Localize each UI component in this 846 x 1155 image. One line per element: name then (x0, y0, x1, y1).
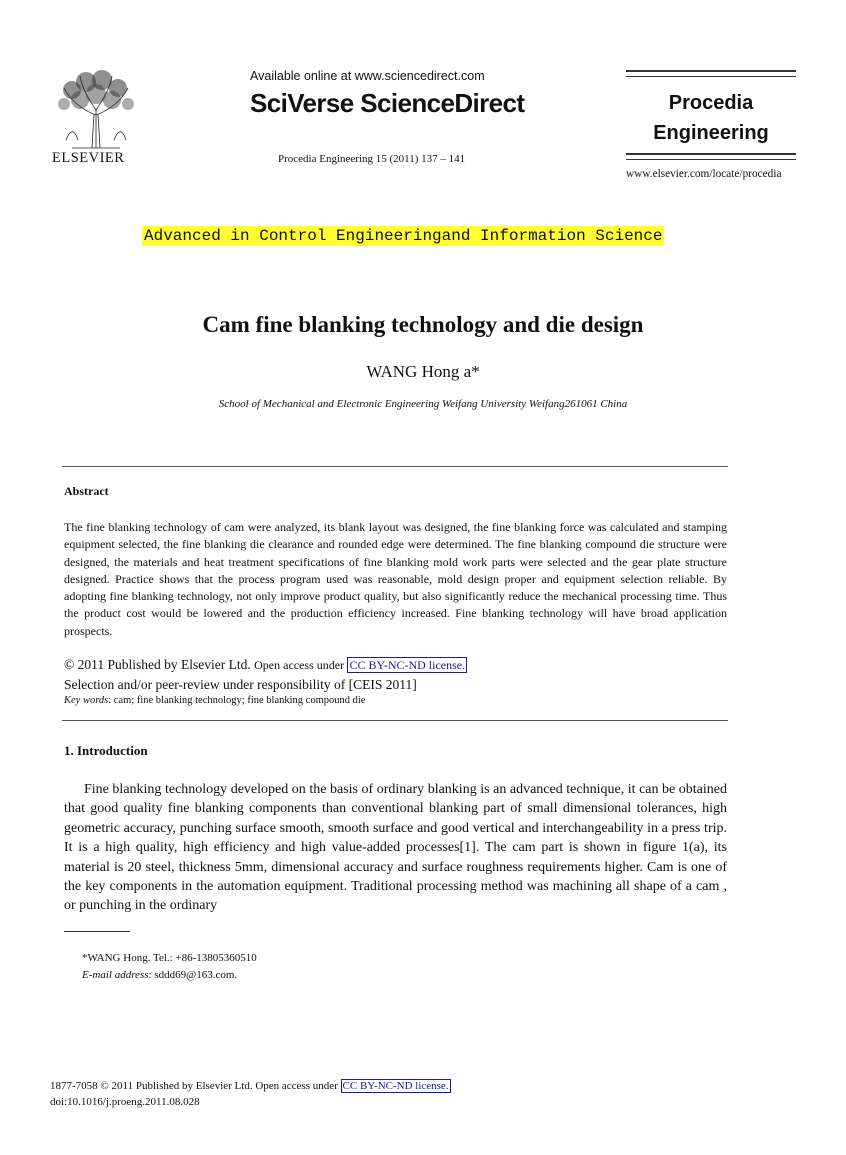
journal-box-rule-top (626, 70, 796, 72)
open-access-text: Open access under (254, 658, 345, 672)
journal-box-rule-bottom (626, 153, 796, 155)
publisher-name: ELSEVIER (52, 150, 125, 166)
section-heading-introduction: 1. Introduction (64, 743, 148, 758)
available-online-text: Available online at www.sciencedirect.com (250, 69, 485, 83)
license-link[interactable]: CC BY-NC-ND license. (349, 658, 466, 672)
journal-box-rule-top-thin (626, 76, 796, 77)
platform-logo-text: SciVerse ScienceDirect (250, 88, 525, 118)
journal-reference: Procedia Engineering 15 (2011) 137 – 141 (278, 153, 466, 165)
abstract-rule-top (62, 466, 728, 467)
journal-box-rule-bottom-thin (626, 159, 796, 160)
elsevier-tree-logo (52, 70, 140, 150)
footnote-email-label: E-mail address (82, 968, 149, 981)
keywords-label: Key words (64, 695, 109, 706)
footer-doi[interactable]: doi:10.1016/j.proeng.2011.08.028 (50, 1096, 200, 1108)
keywords-text: : cam; fine blanking technology; fine blanking compound die (108, 695, 366, 706)
journal-url[interactable]: www.elsevier.com/locate/procedia (626, 168, 782, 180)
peer-review-text: Selection and/or peer-review under responsibility of [CEIS 2011] (64, 677, 417, 692)
abstract-heading: Abstract (64, 484, 109, 498)
copyright-block (64, 655, 467, 694)
footer-issn-line: 1877-7058 © 2011 Published by Elsevier Ltd. Open access under (50, 1080, 341, 1092)
conference-banner: Advanced in Control Engineeringand Information Science (144, 227, 663, 245)
footer-license-link[interactable]: CC BY-NC-ND license. (342, 1080, 449, 1092)
journal-title-line1: Procedia (668, 92, 754, 114)
journal-title-line2: Engineering (653, 122, 769, 144)
footnote (82, 950, 257, 983)
footnote-contact: *WANG Hong. Tel.: +86-13805360510 (82, 952, 257, 964)
article-author: WANG Hong a* (366, 362, 480, 381)
footnote-email[interactable]: : sddd69@163.com. (148, 968, 238, 981)
journal-title (626, 88, 796, 148)
footnote-rule (64, 931, 130, 932)
introduction-body: Fine blanking technology developed on the basis of ordinary blanking is an advanced technique, it can be obtained that good quality fine blanking components than conventional blanking part of small dimensional tolerances, high geometric accuracy, punching surface smooth, smooth surface and good vertical and interchangeability in a press trip. It is a high quality, high efficiency and high value-added processes[1]. The cam part is shown in figure 1(a), its material is 20 steel, thickness 5mm, dimensional accuracy and surface roughness requirements higher. Cam is one of the key components in the automation equipment. Traditional processing method was machining all shape of a cam , or punching in the ordinary (64, 782, 727, 914)
keywords-line (64, 695, 365, 706)
page-footer (50, 1078, 451, 1110)
abstract-body: The fine blanking technology of cam were analyzed, its blank layout was designed, the fine blanking force was calculated and stamping equipment selected, the fine blanking die clearance and rounded edge were determined. The fine blanking compound die structure were designed, the materials and heat treatment specifications of fine blanking mold work parts were selected and the gear plate structure designed. Practice shows that the process program used was reasonable, mold design proper and equipment selection reliable. By adopting fine blanking technology, not only improve product quality, but also significantly reduce the mechanical processing time. Thus the product cost would be lowered and the production efficiency increased. Fine blanking technology will have broad application prospects. (64, 520, 727, 638)
copyright-text: © 2011 Published by Elsevier Ltd. (64, 657, 251, 672)
abstract-rule-bottom (62, 720, 728, 721)
article-title: Cam fine blanking technology and die design (202, 312, 644, 337)
author-affiliation: School of Mechanical and Electronic Engineering Weifang University Weifang261061 China (218, 398, 628, 410)
